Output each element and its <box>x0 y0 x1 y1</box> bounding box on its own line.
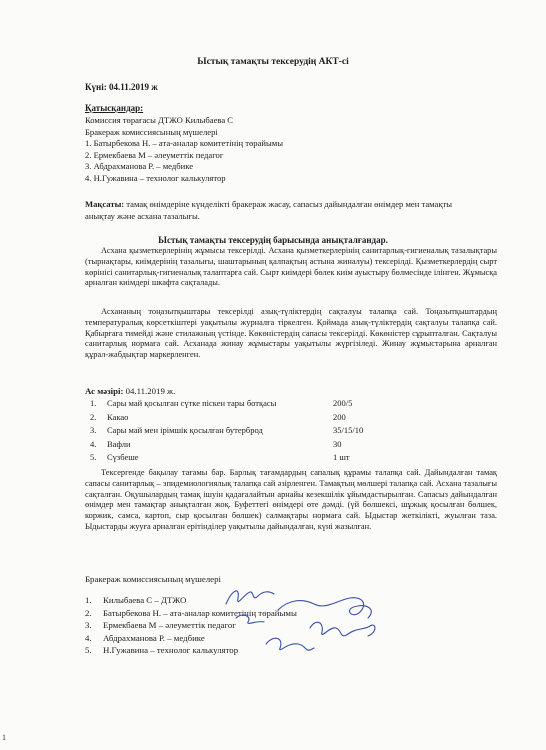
menu-date: 04.11.2019 ж. <box>123 386 176 396</box>
conclusion-paragraph <box>85 468 497 533</box>
signature-3 <box>310 622 375 636</box>
menu-item-name: Какао <box>107 411 129 422</box>
document-date: Күні: 04.11.2019 ж <box>85 82 158 92</box>
menu-item-number: 4. <box>90 438 97 449</box>
document-title: Ыстық тамақты тексерудің АКТ-сі <box>197 57 349 67</box>
goal-text: тамақ өнімдеріне күнделікті бракераж жасау, сапасыз дайындалған өнімдер мен тамақты анықтау және асхана тазалығы. <box>85 199 453 221</box>
findings-text-1: Асхана қызметкерлерінің жұмысы тексерілді. Асхана қызметкерлерінің санитарлық-гигиеналық тазалықтары (тырнақтары, киімдерінің тазалығы, шаштарының қалпақтың астына жиналуы) тексерілді. Қызметкерлердің сырт көрінісі санитарлық-гигиеналық талаптарға сай. Сырт киімдері бөлек киім ауыстыру бөлмесінде ілінген. Жұмысқа арналған киімдері шкафта сақталады. <box>85 246 497 288</box>
participant-line: 2. Ермекбаева М – әлеуметтік педагог <box>85 149 224 160</box>
menu-item <box>85 439 505 453</box>
goal-label: Мақсаты: <box>85 199 125 209</box>
menu-item-number: 1. <box>90 398 97 408</box>
signature-4 <box>266 638 314 650</box>
menu-item-name: Сары май қосылған сүтке піскен тары ботқасы <box>107 398 277 408</box>
signature-1 <box>226 591 274 604</box>
menu-item <box>85 398 505 412</box>
menu-heading <box>85 386 175 396</box>
menu-item-number: 3. <box>90 425 97 435</box>
menu-item <box>85 425 505 439</box>
findings-text-2: Асхананың тоңазытқыштары тексерілді азық-түліктердің сақталуы талапқа сай. Тоңазытқыштардың температуралық көрсеткіштері уақытылы журналға тіркелген. Қоймада азық-түліктердің сақталуы талапқа сай. Қабырғаға тимейді және стилажның үстінде. Көкөністердің сапасы тексерілді. Көкөністер сұрыпталған. Сақталуы санитарлық нормаға сай. Асханада жинау жұмыстары уақытылы жүргізіледі. Жинау жұмыстарына арналған құрал-жабдықтар маркерленген. <box>85 307 497 360</box>
member-number: 3. <box>85 620 92 631</box>
menu-item-number: 2. <box>90 411 97 422</box>
member-number: 2. <box>85 607 92 618</box>
member-name: Батырбекова Н. – ата-аналар комитетінің төрайымы <box>103 607 297 618</box>
handwritten-signatures <box>218 582 398 662</box>
menu-item-name: Сары май мен ірімшік қосылған бутерброд <box>107 425 263 435</box>
menu-list <box>85 398 505 466</box>
menu-item <box>85 412 505 426</box>
menu-item-quantity: 1 шт <box>333 452 350 462</box>
menu-item <box>85 452 505 466</box>
commission-heading: Бракераж комиссиясының мүшелері <box>85 574 221 584</box>
signature-5 <box>236 615 264 623</box>
participants-heading: Қатысқандар: <box>85 103 144 113</box>
menu-label: Ас мәзірі: <box>85 386 124 396</box>
participant-line: 4. Н.Гужавина – технолог калькулятор <box>85 172 226 183</box>
member-number: 4. <box>85 632 92 643</box>
member-name: Абдрахманова Р. – медбике <box>103 632 205 643</box>
participant-line: Бракераж комиссиясының мүшелері <box>85 126 218 137</box>
findings-paragraph-1 <box>85 246 497 289</box>
member-name: Килыбаева С – ДТЖО <box>103 595 187 605</box>
menu-item-quantity: 200 <box>333 411 346 422</box>
menu-item-quantity: 200/5 <box>333 398 353 408</box>
goal-paragraph <box>85 199 475 222</box>
page-mark: 1 <box>2 733 6 742</box>
member-name: Н.Гужавина – технолог калькулятор <box>103 645 239 656</box>
participants-list <box>85 115 283 184</box>
menu-item-quantity: 35/15/10 <box>333 425 364 435</box>
menu-item-name: Вафли <box>107 438 131 449</box>
member-number: 1. <box>85 595 92 605</box>
menu-item-name: Сүзбеше <box>107 452 139 462</box>
findings-heading: Ыстық тамақты тексерудің барысында анықталғандар. <box>158 235 388 245</box>
participant-line: 3. Абдрахманова Р. – медбике <box>85 161 194 171</box>
participant-line: 1. Батырбекова Н. – ата-аналар комитетінің төрайымы <box>85 138 283 148</box>
conclusion-text: Тексергенде бақылау тағамы бар. Барлық тағамдардың сапалық құрамы талапқа сай. Дайындалған тамақ сапасы санитарлық – эпидемиологиялық талапқа сай әзірленген. Тамақтың мөлшері талапқа сай. Асхана тазалығы сақталған. Оқушылардың тамақ ішуін қадағалайтын арнайы кезекшілік ұйымдастырылған. Сапасыз дайындалған өнімдер мен тамақтар анықталған жоқ. Буфеттегі өнімдері өте дәмді. (үй бөлшексі, шұжық қосылған бөлшек, коржик, самса, картоп, сыр қосылған бөлшек) салмақтары нормаға сай. Ыдыстар жеткілікті, жуылған таза. Ыдыстарды жууға арналған ерітінділер уақытылы дайындалған, күні жазылған. <box>85 468 497 531</box>
member-name: Ермекбаева М – әлеуметтік педагог <box>103 620 236 631</box>
menu-item-quantity: 30 <box>333 438 342 449</box>
menu-item-number: 5. <box>90 452 97 462</box>
member-number: 5. <box>85 645 92 656</box>
findings-paragraph-2 <box>85 307 497 361</box>
participant-line: Комиссия төрағасы ДТЖО Килыбаева С <box>85 115 234 125</box>
signature-2 <box>278 598 371 618</box>
